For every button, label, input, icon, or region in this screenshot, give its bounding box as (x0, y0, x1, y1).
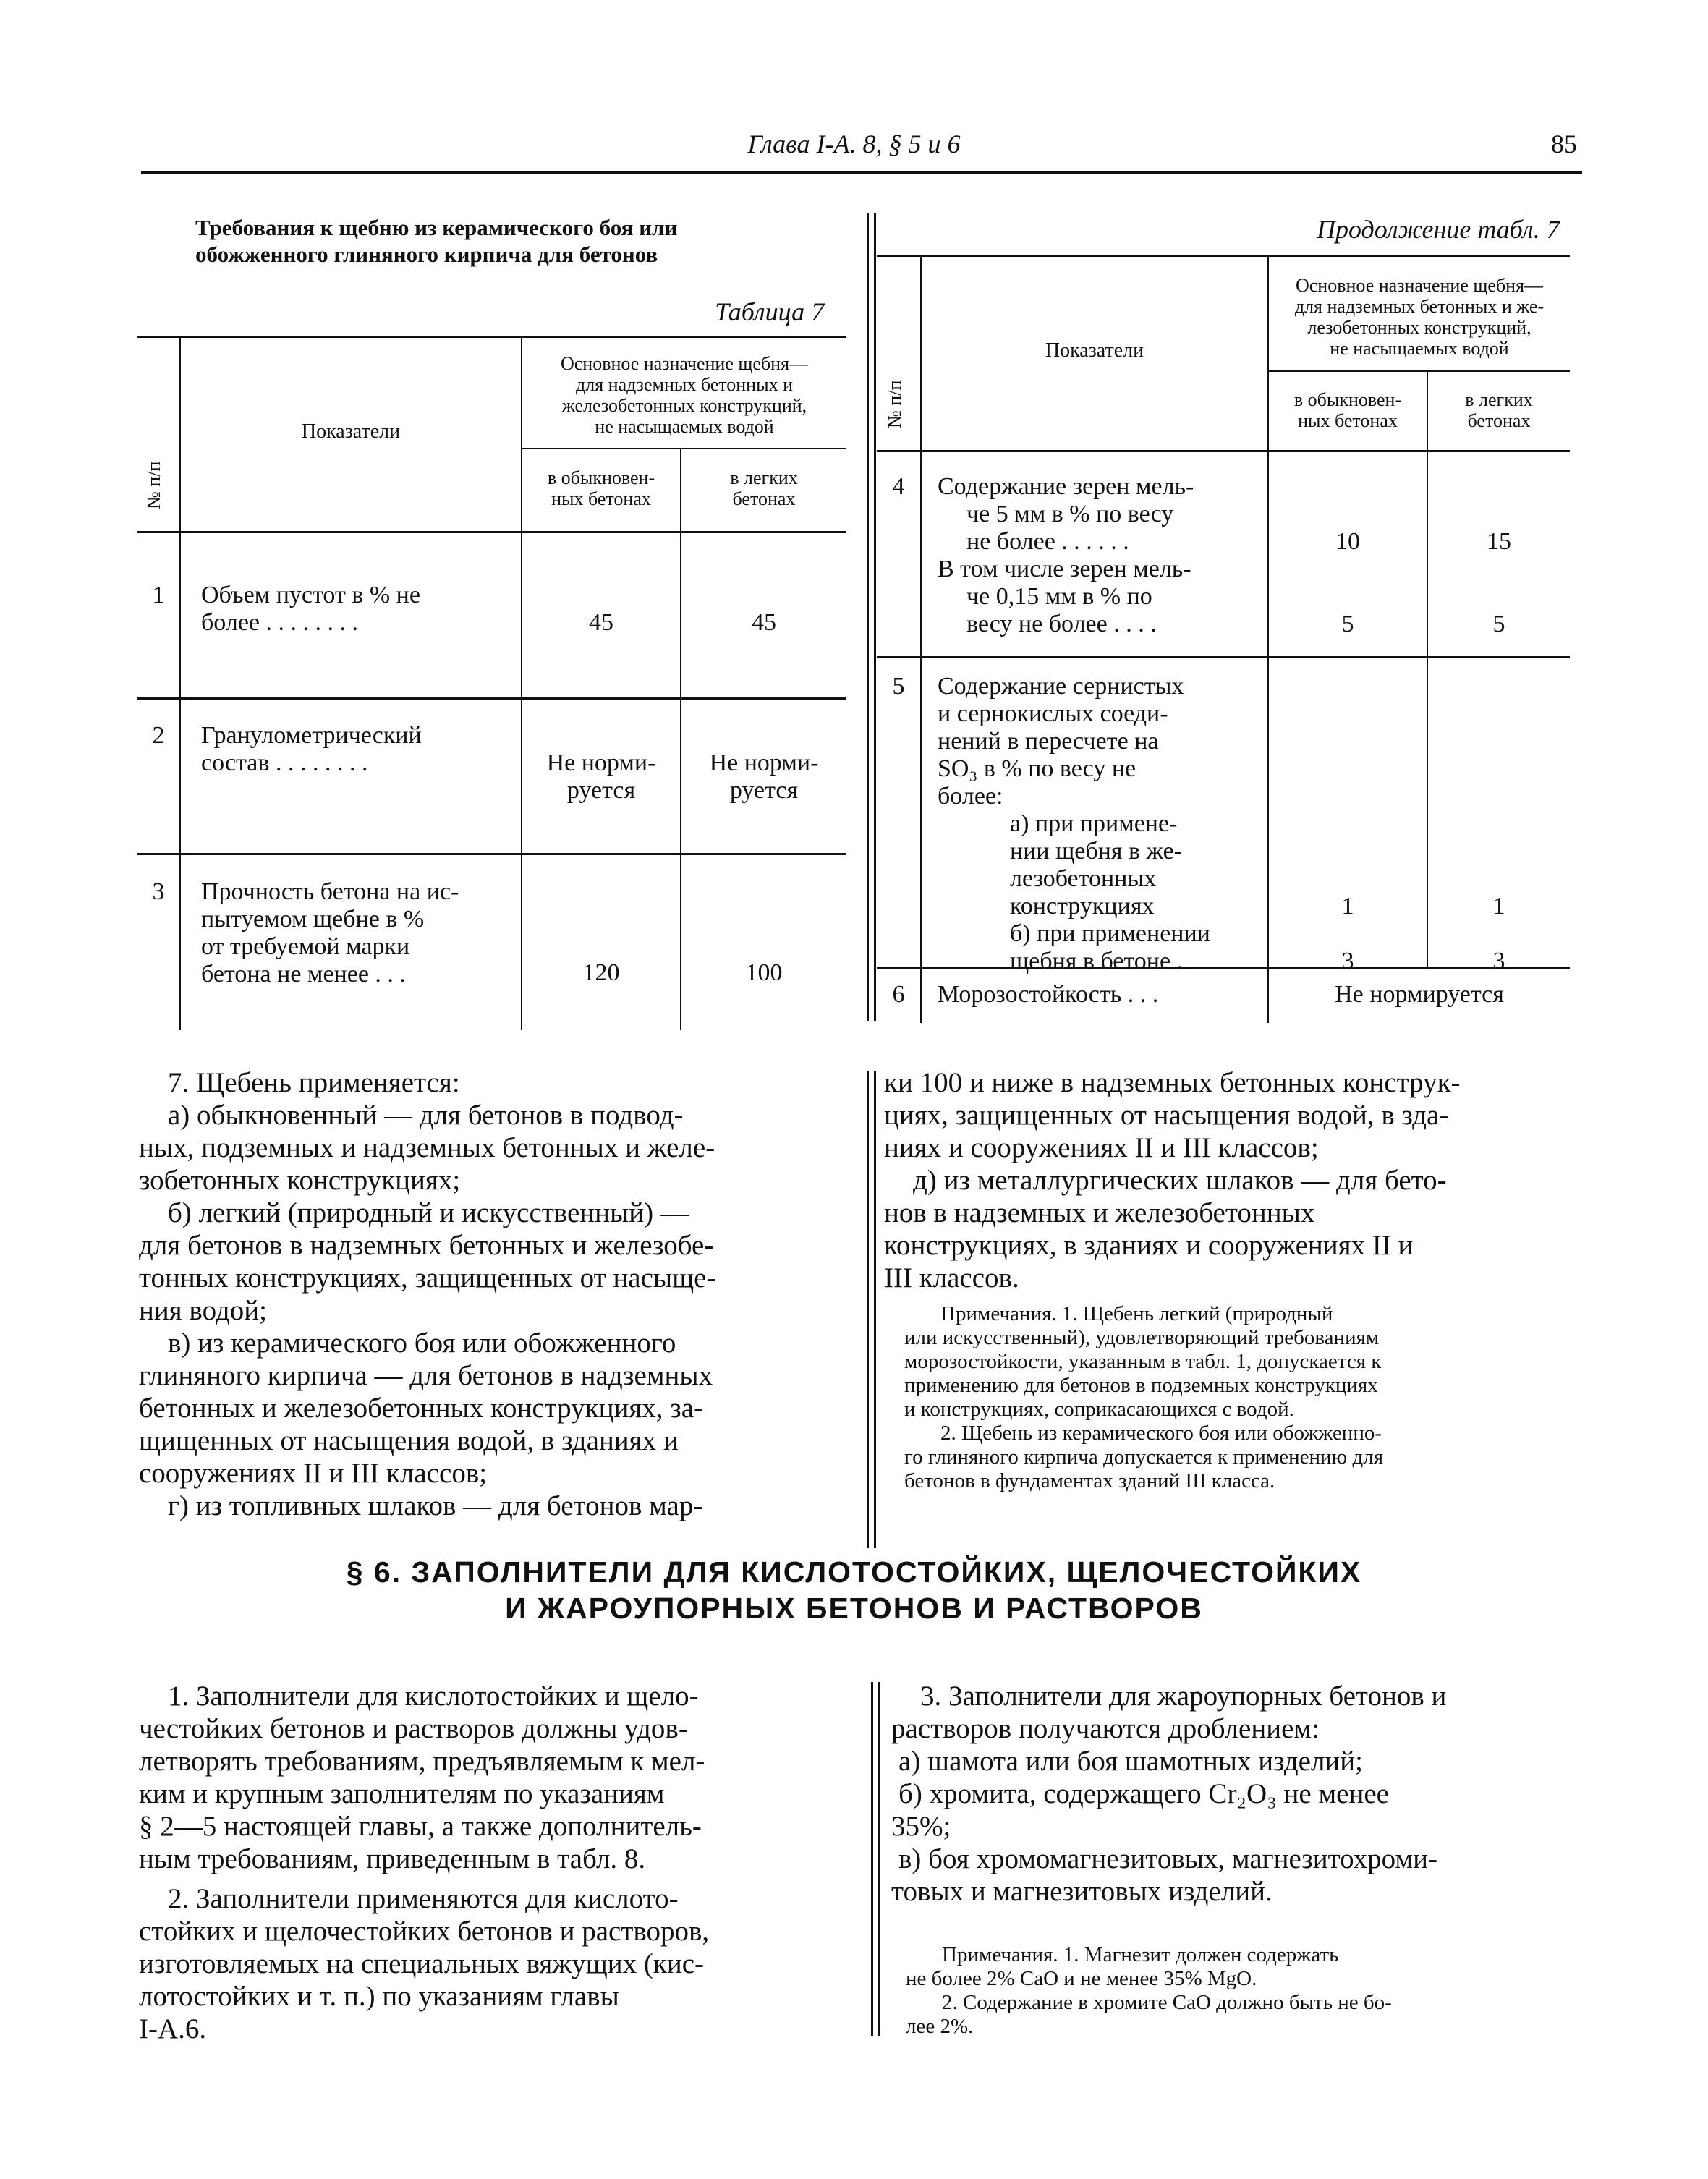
section-6-notes (906, 1943, 1579, 2039)
col-header-light (1428, 389, 1570, 431)
caption-line: обожженного глиняного кирпича для бетонов (195, 242, 658, 267)
cell-line: более . . . . . . . . (201, 609, 358, 636)
cell-line: Содержание зерен мель- (938, 473, 1194, 500)
col-header-num (139, 459, 179, 531)
header-rule (141, 171, 1582, 174)
text-line: а) шамота или боя шамотных изделий; (898, 1746, 1364, 1777)
text-line: тонных конструкциях, защищенных от насыще- (139, 1262, 716, 1294)
col-header-num (878, 370, 919, 450)
header-line: в легких (730, 467, 798, 488)
row-value-merged: Не нормируется (1335, 981, 1504, 1008)
cell-line: Объем пустот в % не (201, 582, 420, 608)
row-value-ordinary: 120 (582, 959, 620, 986)
cell-line: лезобетонных (1010, 865, 1157, 892)
header-line: для надземных бетонных и (576, 374, 793, 395)
note-line: морозостойкости, указанным в табл. 1, допускается к (904, 1350, 1382, 1373)
text-line: изготовляемых на специальных вяжущих (кис- (139, 1948, 704, 1979)
text-line: ким и крупным заполнителям по указаниям (139, 1778, 665, 1809)
row-number: 2 (152, 722, 165, 749)
note-line: бетонов в фундаментах зданий III класса. (904, 1469, 1275, 1492)
text-line: 3. Заполнители для жароупорных бетонов и (920, 1681, 1447, 1712)
row-value-light: 3 (1492, 948, 1505, 974)
header-line: в обыкновен- (1293, 389, 1402, 410)
title-line: И ЖАРОУПОРНЫХ БЕТОНОВ И РАСТВОРОВ (505, 1592, 1203, 1625)
cell-line: Прочность бетона на ис- (201, 878, 459, 905)
note-line: или искусственный), удовлетворяющий требованиям (904, 1326, 1380, 1349)
col-header-indicator: Показатели (301, 420, 401, 443)
note-line: Примечания. 1. Магнезит должен содержать (942, 1943, 1339, 1966)
item-7-notes (904, 1302, 1577, 1493)
cell-line: Не норми- (709, 749, 819, 776)
row-value-light: 45 (752, 609, 776, 636)
cell-line: Содержание сернистых (938, 673, 1184, 700)
col-header-indicator: Показатели (1045, 339, 1144, 362)
header-line: для надземных бетонных и же- (1294, 296, 1545, 317)
column-divider (867, 213, 869, 1021)
table-caption (195, 214, 803, 268)
text-line: глиняного кирпича — для бетонов в надземных (139, 1360, 713, 1391)
row-number: 6 (892, 981, 905, 1008)
text-line: 1. Заполнители для кислотостойких и щело- (168, 1681, 699, 1712)
text-line: д) из металлургических шлаков — для бето- (913, 1165, 1447, 1196)
num-header-text: № п/п (884, 380, 905, 428)
text-line: для бетонов в надземных бетонных и железобе- (139, 1230, 714, 1261)
text-line: III классов. (884, 1262, 1019, 1294)
cell-line: бетона не менее . . . (201, 961, 406, 987)
cell-line: В том числе зерен мель- (938, 556, 1191, 582)
row-value-light: 100 (745, 959, 783, 986)
header-line: бетонах (732, 488, 796, 509)
row-number: 4 (892, 473, 905, 500)
row-value-light: 15 (1487, 528, 1511, 555)
note-line: лее 2%. (906, 2015, 974, 2038)
cell-line: нии щебня в же- (1010, 838, 1182, 865)
row-number: 1 (152, 582, 165, 608)
text-line: конструкциях, в зданиях и сооружениях II и (884, 1230, 1414, 1261)
col-header-ordinary (522, 467, 680, 509)
text-line: § 2—5 настоящей главы, а также дополнитель- (139, 1811, 702, 1842)
column-divider (871, 1682, 873, 2036)
running-title: Глава I-A. 8, § 5 и 6 (747, 129, 961, 158)
note-line: применению для бетонов в подземных конструкциях (904, 1374, 1378, 1397)
caption-line: Требования к щебню из керамического боя или (195, 215, 678, 240)
row-value-light: 5 (1492, 611, 1505, 637)
section-6-left-column (139, 1680, 848, 2045)
row-value-ordinary (522, 749, 680, 804)
text-line: циях, защищенных от насыщения водой, в зда- (884, 1100, 1449, 1131)
cell-line: че 0,15 мм в % по (966, 583, 1152, 610)
text-line: г) из топливных шлаков — для бетонов мар- (168, 1490, 703, 1521)
row-indicator (938, 673, 1260, 975)
text-line: растворов получаются дроблением: (891, 1713, 1320, 1744)
cell-line: SO₃ в % по весу не (938, 755, 1136, 782)
table-7-continued (877, 255, 1570, 1023)
cell-line: руется (566, 777, 636, 804)
row-indicator (201, 582, 512, 637)
text-line: ных, подземных и надземных бетонных и желе- (139, 1132, 715, 1163)
text-line: товых и магнезитовых изделий. (891, 1876, 1272, 1907)
cell-line: а) при примене- (1010, 810, 1178, 837)
cell-line: не более . . . . . . (966, 528, 1129, 555)
row-value-ordinary: 45 (589, 609, 613, 636)
table-label: Таблица 7 (715, 297, 825, 326)
row-value-ordinary: 10 (1335, 528, 1360, 555)
text-line: летворять требованиям, предъявляемым к мел- (139, 1746, 705, 1777)
cell-line: щебня в бетоне . (1010, 948, 1184, 974)
item-7-left-column (139, 1066, 848, 1522)
section-6-right-column (891, 1680, 1579, 1908)
text-line: в) боя хромомагнезитовых, магнезитохроми- (898, 1843, 1437, 1874)
row-value-ordinary: 3 (1341, 948, 1354, 974)
item-7-right-column (884, 1066, 1579, 1294)
text-line: честойких бетонов и растворов должны удов- (139, 1713, 688, 1744)
row-value-light: 1 (1492, 893, 1505, 919)
cell-line: конструкциях (1010, 893, 1155, 919)
header-line: лезобетонных конструкций, (1307, 317, 1531, 338)
column-divider (867, 1071, 869, 1548)
header-line: не насыщаемых водой (1330, 338, 1509, 359)
column-divider (878, 1682, 880, 2036)
row-value-light (681, 749, 846, 804)
title-line: § 6. ЗАПОЛНИТЕЛИ ДЛЯ КИСЛОТОСТОЙКИХ, ЩЕЛОЧЕСТОЙКИХ (346, 1555, 1362, 1589)
table-7-left (137, 336, 846, 1030)
text-line: щищенных от насыщения водой, в зданиях и (139, 1425, 679, 1456)
row-indicator: Морозостойкость . . . (938, 981, 1159, 1008)
cell-line: нений в пересчете на (938, 728, 1159, 755)
cell-line: и сернокислых соеди- (938, 700, 1168, 727)
cell-line: состав . . . . . . . . (201, 749, 368, 776)
cell-line: весу не более . . . . (966, 611, 1157, 637)
cell-line: от требуемой марки (201, 933, 410, 960)
row-value-ordinary: 1 (1341, 893, 1354, 919)
header-line: ных бетонах (1298, 410, 1398, 431)
text-line: а) обыкновенный — для бетонов в подвод- (168, 1100, 684, 1131)
header-line: железобетонных конструкций, (561, 395, 807, 416)
text-line: в) из керамического боя или обожженного (168, 1328, 676, 1359)
section-6-title (0, 1554, 1708, 1626)
text-line: сооружениях II и III классов; (139, 1458, 488, 1489)
col-header-purpose (1269, 275, 1570, 359)
row-indicator (201, 722, 512, 777)
header-line: не насыщаемых водой (595, 416, 774, 437)
column-divider (874, 1071, 876, 1548)
header-line: Основное назначение щебня— (560, 353, 809, 374)
text-line: ным требованиям, приведенным в табл. 8. (139, 1843, 646, 1874)
header-line: Основное назначение щебня— (1295, 275, 1544, 296)
text-line: б) легкий (природный и искусственный) — (168, 1197, 689, 1228)
col-header-ordinary (1269, 389, 1427, 431)
cell-line: руется (729, 777, 799, 804)
cell-line: более: (938, 783, 1003, 810)
text-line: I-A.6. (139, 2013, 207, 2044)
note-line: не более 2% CaO и не менее 35% MgO. (906, 1967, 1257, 1990)
cell-line: Гранулометрический (201, 722, 422, 749)
note-line: Примечания. 1. Щебень легкий (природный (940, 1302, 1333, 1325)
note-line: 2. Щебень из керамического боя или обожженно- (940, 1422, 1382, 1445)
row-value-ordinary: 5 (1341, 611, 1354, 637)
row-indicator (938, 473, 1260, 638)
text-line: нов в надземных и железобетонных (884, 1197, 1315, 1228)
header-line: в легких (1465, 389, 1533, 410)
text-line: 35%; (891, 1811, 951, 1842)
header-line: бетонах (1467, 410, 1531, 431)
text-line: ния водой; (139, 1295, 268, 1326)
text-line: 7. Щебень применяется: (168, 1067, 460, 1098)
text-line: ниях и сооружениях II и III классов; (884, 1132, 1319, 1163)
cell-line: Не норми- (546, 749, 656, 776)
table-continued-label: Продолжение табл. 7 (1317, 215, 1560, 244)
header-line: ных бетонах (551, 488, 651, 509)
text-line: б) хромита, содержащего Cr₂O₃ не менее (898, 1778, 1389, 1809)
cell-line: б) при применении (1010, 920, 1210, 947)
num-header-text: № п/п (143, 461, 164, 509)
text-line: зобетонных конструкциях; (139, 1165, 461, 1196)
row-number: 3 (152, 878, 165, 905)
cell-line: пытуемом щебне в % (201, 906, 425, 933)
note-line: 2. Содержание в хромите CaO должно быть не бо- (942, 1991, 1392, 2014)
row-indicator (201, 878, 512, 988)
text-line: лотостойких и т. п.) по указаниям главы (139, 1981, 619, 2012)
text-line: 2. Заполнители применяются для кислото- (168, 1883, 679, 1914)
text-line: стойких и щелочестойких бетонов и растворов, (139, 1916, 710, 1947)
row-number: 5 (892, 673, 905, 700)
header-line: в обыкновен- (547, 467, 655, 488)
col-header-light (681, 467, 846, 509)
text-line: ки 100 и ниже в надземных бетонных конструк- (884, 1067, 1461, 1098)
text-line: бетонных и железобетонных конструкциях, за- (139, 1393, 703, 1424)
note-line: го глиняного кирпича допускается к применению для (904, 1445, 1384, 1469)
note-line: и конструкциях, соприкасающихся с водой. (904, 1398, 1294, 1421)
page-number: 85 (1551, 129, 1577, 158)
column-divider (874, 213, 876, 1021)
col-header-purpose (522, 353, 846, 437)
cell-line: че 5 мм в % по весу (966, 501, 1174, 527)
